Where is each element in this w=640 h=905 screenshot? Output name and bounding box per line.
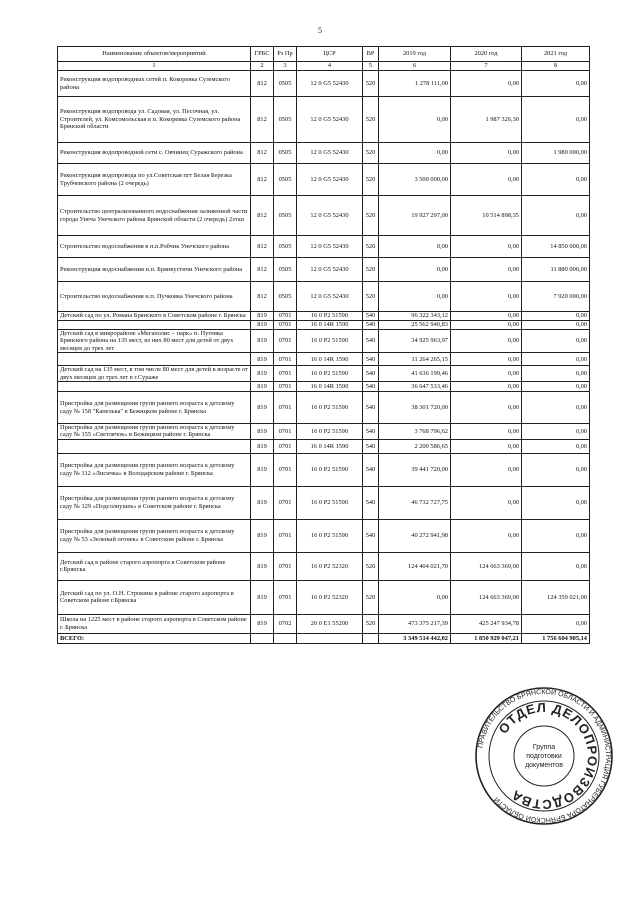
table-row — [58, 614, 590, 633]
row-rzpr-cell: 0701 — [274, 366, 297, 382]
row-grbs-cell: 819 — [251, 382, 274, 392]
row-2021-cell: 0,00 — [522, 164, 590, 196]
header-2020: 2020 год — [451, 47, 522, 62]
row-2020-cell: 0,00 — [451, 143, 522, 164]
row-2021-cell: 0,00 — [522, 97, 590, 143]
row-csr-cell: 16 0 14R 1590 — [297, 321, 363, 330]
row-csr-cell: 12 0 G5 52430 — [297, 282, 363, 312]
row-rzpr-cell: 0505 — [274, 196, 297, 236]
table-row — [58, 258, 590, 282]
table-row — [58, 486, 590, 519]
table-row — [58, 236, 590, 258]
row-rzpr-cell: 0701 — [274, 519, 297, 552]
row-grbs-cell: 819 — [251, 392, 274, 424]
row-2021-cell: 0,00 — [522, 453, 590, 486]
row-name-cell: Реконструкция водопровода ул. Садовая, ул. Песочная, ул. Строителей, ул. Комсомольская в п. Кокоревка Суземского района Брянской области — [58, 97, 251, 143]
row-2020-cell: 124 663 369,00 — [451, 552, 522, 580]
row-vr-cell: 520 — [363, 97, 379, 143]
table-row — [58, 353, 590, 366]
total-2021: 1 756 604 905,14 — [522, 633, 590, 643]
row-vr-cell: 540 — [363, 330, 379, 353]
row-grbs-cell: 819 — [251, 439, 274, 453]
row-2019-cell: 3 768 796,62 — [379, 424, 451, 440]
row-2020-cell: 0,00 — [451, 486, 522, 519]
row-2019-cell: 40 272 941,98 — [379, 519, 451, 552]
total-empty-cell — [363, 633, 379, 643]
row-grbs-cell: 812 — [251, 282, 274, 312]
column-number: 7 — [451, 62, 522, 71]
table-row — [58, 312, 590, 321]
row-csr-cell: 12 0 G5 52430 — [297, 97, 363, 143]
row-2019-cell: 0,00 — [379, 143, 451, 164]
row-grbs-cell: 819 — [251, 366, 274, 382]
row-vr-cell: 540 — [363, 366, 379, 382]
row-rzpr-cell: 0701 — [274, 392, 297, 424]
total-2020: 1 850 929 047,21 — [451, 633, 522, 643]
row-name-cell — [58, 382, 251, 392]
row-rzpr-cell: 0701 — [274, 552, 297, 580]
row-2019-cell: 19 927 297,00 — [379, 196, 451, 236]
row-2019-cell: 124 404 021,70 — [379, 552, 451, 580]
stamp-center-line: документов — [525, 762, 563, 769]
row-rzpr-cell: 0505 — [274, 282, 297, 312]
table-row — [58, 580, 590, 614]
row-name-cell: Реконструкция водопроводной сети с. Овчинец Суражского района — [58, 143, 251, 164]
row-2020-cell: 0,00 — [451, 453, 522, 486]
row-2021-cell: 124 359 021,00 — [522, 580, 590, 614]
row-rzpr-cell: 0505 — [274, 71, 297, 97]
row-grbs-cell: 819 — [251, 321, 274, 330]
total-empty-cell — [297, 633, 363, 643]
total-empty-cell — [251, 633, 274, 643]
row-2021-cell: 0,00 — [522, 353, 590, 366]
row-vr-cell: 520 — [363, 143, 379, 164]
header-vr: ВР — [363, 47, 379, 62]
row-2020-cell: 10 514 898,35 — [451, 196, 522, 236]
row-vr-cell: 540 — [363, 312, 379, 321]
row-2021-cell: 0,00 — [522, 321, 590, 330]
row-2020-cell: 124 663 369,00 — [451, 580, 522, 614]
row-grbs-cell: 812 — [251, 97, 274, 143]
row-2019-cell: 0,00 — [379, 236, 451, 258]
stamp-center-line: подготовки — [526, 753, 562, 760]
row-2021-cell: 0,00 — [522, 614, 590, 633]
column-number: 6 — [379, 62, 451, 71]
row-name-cell: Строительство водоснабжения в н.п.Робчик Унечского района — [58, 236, 251, 258]
row-vr-cell: 540 — [363, 382, 379, 392]
row-2020-cell: 0,00 — [451, 424, 522, 440]
row-2021-cell: 0,00 — [522, 552, 590, 580]
row-vr-cell: 520 — [363, 236, 379, 258]
row-name-cell: Пристройка для размещения групп раннего возраста к детскому саду № 129 «Подсолнушек» в Советском районе г. Брянска — [58, 486, 251, 519]
row-rzpr-cell: 0701 — [274, 353, 297, 366]
row-2020-cell: 0,00 — [451, 164, 522, 196]
total-label: ВСЕГО: — [58, 633, 251, 643]
row-2019-cell: 0,00 — [379, 580, 451, 614]
stamp-arc-text: ОТДЕЛ ДЕЛОПРОИЗВОДСТВА — [495, 699, 601, 813]
row-2020-cell: 0,00 — [451, 353, 522, 366]
table-row — [58, 143, 590, 164]
row-csr-cell: 16 0 P2 51590 — [297, 424, 363, 440]
row-name-cell: Школа на 1225 мест в районе старого аэропорта в Советском районе г. Брянска — [58, 614, 251, 633]
row-vr-cell: 520 — [363, 164, 379, 196]
header-csr: ЦСР — [297, 47, 363, 62]
row-name-cell — [58, 439, 251, 453]
row-grbs-cell: 819 — [251, 519, 274, 552]
row-name-cell: Пристройка для размещения групп раннего возраста к детскому саду № 53 «Зеленый огонек» в Советском районе г. Брянска — [58, 519, 251, 552]
row-vr-cell: 540 — [363, 439, 379, 453]
row-2020-cell: 0,00 — [451, 321, 522, 330]
header-rzpr: Рз Пр — [274, 47, 297, 62]
row-2021-cell: 7 920 000,00 — [522, 282, 590, 312]
row-2021-cell: 0,00 — [522, 392, 590, 424]
row-csr-cell: 16 0 P2 51590 — [297, 366, 363, 382]
row-rzpr-cell: 0701 — [274, 453, 297, 486]
row-vr-cell: 540 — [363, 453, 379, 486]
column-number: 8 — [522, 62, 590, 71]
row-2020-cell: 0,00 — [451, 330, 522, 353]
row-2021-cell: 0,00 — [522, 312, 590, 321]
row-grbs-cell: 812 — [251, 196, 274, 236]
row-rzpr-cell: 0505 — [274, 97, 297, 143]
table-row — [58, 330, 590, 353]
row-grbs-cell: 812 — [251, 71, 274, 97]
row-name-cell: Пристройка для размещения групп раннего возраста к детскому саду № 158 "Капелька" в Бежицком районе г. Брянска — [58, 392, 251, 424]
row-2020-cell: 0,00 — [451, 439, 522, 453]
row-grbs-cell: 812 — [251, 143, 274, 164]
row-rzpr-cell: 0701 — [274, 486, 297, 519]
row-2019-cell: 46 732 727,75 — [379, 486, 451, 519]
total-2019: 3 349 514 442,02 — [379, 633, 451, 643]
row-rzpr-cell: 0505 — [274, 164, 297, 196]
row-2019-cell: 2 200 586,65 — [379, 439, 451, 453]
table-row — [58, 519, 590, 552]
table-row — [58, 439, 590, 453]
row-vr-cell: 520 — [363, 196, 379, 236]
row-2020-cell: 1 987 326,30 — [451, 97, 522, 143]
row-rzpr-cell: 0701 — [274, 321, 297, 330]
header-2021: 2021 год — [522, 47, 590, 62]
row-2019-cell: 11 264 265,15 — [379, 353, 451, 366]
row-csr-cell: 12 0 G5 52430 — [297, 258, 363, 282]
row-2019-cell: 0,00 — [379, 258, 451, 282]
row-name-cell: Пристройка для размещения групп раннего возраста к детскому саду № 112 «Лисичка» в Володарском районе г. Брянска — [58, 453, 251, 486]
total-empty-cell — [274, 633, 297, 643]
row-csr-cell: 16 0 P2 51590 — [297, 330, 363, 353]
row-vr-cell: 540 — [363, 486, 379, 519]
row-grbs-cell: 819 — [251, 424, 274, 440]
row-2021-cell: 0,00 — [522, 196, 590, 236]
row-rzpr-cell: 0702 — [274, 614, 297, 633]
row-grbs-cell: 812 — [251, 258, 274, 282]
row-2019-cell: 25 562 940,83 — [379, 321, 451, 330]
row-2021-cell: 0,00 — [522, 366, 590, 382]
row-2019-cell: 1 278 111,00 — [379, 71, 451, 97]
table-row — [58, 366, 590, 382]
row-rzpr-cell: 0505 — [274, 236, 297, 258]
row-name-cell: Детский сад в микрорайоне «Мегаполис – парк» п. Путевка Брянского района на 135 мест, из них 80 мест для детей от двух месяцев до трех лет — [58, 330, 251, 353]
row-name-cell: Детский сад в районе старого аэропорта в Советском районе г.Брянска — [58, 552, 251, 580]
row-grbs-cell: 819 — [251, 330, 274, 353]
row-vr-cell: 520 — [363, 580, 379, 614]
row-grbs-cell: 819 — [251, 312, 274, 321]
row-vr-cell: 520 — [363, 71, 379, 97]
row-name-cell: Строительство водоснабжения н.п. Пучковка Унечского района — [58, 282, 251, 312]
row-vr-cell: 520 — [363, 552, 379, 580]
table-row — [58, 97, 590, 143]
row-2019-cell: 36 647 533,46 — [379, 382, 451, 392]
row-2020-cell: 0,00 — [451, 236, 522, 258]
row-2020-cell: 0,00 — [451, 392, 522, 424]
row-grbs-cell: 812 — [251, 164, 274, 196]
row-vr-cell: 540 — [363, 321, 379, 330]
department-stamp — [474, 686, 614, 826]
row-2021-cell: 11 880 000,00 — [522, 258, 590, 282]
table-row — [58, 164, 590, 196]
row-2020-cell: 0,00 — [451, 71, 522, 97]
row-vr-cell: 520 — [363, 258, 379, 282]
column-number: 4 — [297, 62, 363, 71]
header-grbs: ГРБС — [251, 47, 274, 62]
column-number-row — [58, 62, 590, 71]
row-name-cell: Строительство централизованного водоснабжения заливенной части города Унеча Унечского района Брянской области (2 очередь) 2этап — [58, 196, 251, 236]
row-csr-cell: 12 0 G5 52430 — [297, 236, 363, 258]
row-name-cell: Детский сад на 135 мест, в том числе 80 мест для детей в возрасте от двух месяцев до трех лет в г.Сураже — [58, 366, 251, 382]
row-2021-cell: 0,00 — [522, 330, 590, 353]
row-grbs-cell: 812 — [251, 236, 274, 258]
table-row — [58, 453, 590, 486]
row-rzpr-cell: 0701 — [274, 382, 297, 392]
header-2019: 2019 год — [379, 47, 451, 62]
row-vr-cell: 540 — [363, 519, 379, 552]
row-2019-cell: 41 636 199,46 — [379, 366, 451, 382]
row-rzpr-cell: 0701 — [274, 439, 297, 453]
row-rzpr-cell: 0505 — [274, 143, 297, 164]
row-vr-cell: 520 — [363, 614, 379, 633]
row-2019-cell: 34 925 963,97 — [379, 330, 451, 353]
row-vr-cell: 520 — [363, 282, 379, 312]
table-row — [58, 424, 590, 440]
row-csr-cell: 16 0 P2 52320 — [297, 580, 363, 614]
column-number: 5 — [363, 62, 379, 71]
row-csr-cell: 16 0 P2 51590 — [297, 453, 363, 486]
row-csr-cell: 16 0 P2 51590 — [297, 519, 363, 552]
row-csr-cell: 12 0 G5 52430 — [297, 143, 363, 164]
row-2021-cell: 0,00 — [522, 71, 590, 97]
row-2020-cell: 0,00 — [451, 519, 522, 552]
row-rzpr-cell: 0505 — [274, 258, 297, 282]
row-2021-cell: 0,00 — [522, 424, 590, 440]
row-2019-cell: 38 301 720,00 — [379, 392, 451, 424]
row-2020-cell: 0,00 — [451, 366, 522, 382]
total-row — [58, 633, 590, 643]
row-2019-cell: 39 441 720,00 — [379, 453, 451, 486]
table-row — [58, 196, 590, 236]
row-csr-cell: 12 0 G5 52430 — [297, 196, 363, 236]
column-number: 3 — [274, 62, 297, 71]
header-row — [58, 47, 590, 62]
row-grbs-cell: 819 — [251, 552, 274, 580]
row-grbs-cell: 819 — [251, 453, 274, 486]
row-2021-cell: 0,00 — [522, 486, 590, 519]
row-rzpr-cell: 0701 — [274, 580, 297, 614]
row-2021-cell: 1 980 000,00 — [522, 143, 590, 164]
table-row — [58, 552, 590, 580]
row-2020-cell: 0,00 — [451, 282, 522, 312]
row-rzpr-cell: 0701 — [274, 424, 297, 440]
row-vr-cell: 540 — [363, 424, 379, 440]
row-csr-cell: 16 0 P2 51590 — [297, 312, 363, 321]
row-2021-cell: 0,00 — [522, 439, 590, 453]
row-name-cell: Детский сад по ул. Романа Брянского в Советском районе г. Брянска — [58, 312, 251, 321]
row-csr-cell: 16 0 14R 1590 — [297, 353, 363, 366]
row-grbs-cell: 819 — [251, 486, 274, 519]
row-2019-cell: 473 375 217,39 — [379, 614, 451, 633]
row-vr-cell: 540 — [363, 392, 379, 424]
stamp-outer-text: ПРАВИТЕЛЬСТВО БРЯНСКОЙ ОБЛАСТИ И АДМИНИСТРАЦИЯ ГУБЕРНАТОРА БРЯНСКОЙ ОБЛАСТИ — [477, 688, 612, 824]
row-rzpr-cell: 0701 — [274, 330, 297, 353]
row-csr-cell: 16 0 P2 51590 — [297, 486, 363, 519]
row-grbs-cell: 819 — [251, 614, 274, 633]
row-csr-cell: 16 0 P2 51590 — [297, 392, 363, 424]
row-name-cell — [58, 321, 251, 330]
column-number: 2 — [251, 62, 274, 71]
row-vr-cell: 540 — [363, 353, 379, 366]
row-2021-cell: 0,00 — [522, 382, 590, 392]
row-2020-cell: 0,00 — [451, 382, 522, 392]
row-name-cell: Реконструкция водоснабжения н.п. Брянкустичи Унечского района — [58, 258, 251, 282]
stamp-center-line: Группа — [532, 744, 556, 751]
row-2020-cell: 0,00 — [451, 258, 522, 282]
row-2019-cell: 0,00 — [379, 97, 451, 143]
table-row — [58, 392, 590, 424]
column-number: 1 — [58, 62, 251, 71]
row-name-cell: Реконструкция водопровода по ул.Советская пгт Белая Березка Трубчевского района (2 очередь) — [58, 164, 251, 196]
table-body — [58, 71, 590, 634]
row-name-cell: Пристройка для размещения групп раннего возраста к детскому саду № 155 «Светлячок» в Бежицком районе г. Брянска — [58, 424, 251, 440]
row-grbs-cell: 819 — [251, 580, 274, 614]
row-name-cell: Реконструкция водопроводных сетей п. Кокоревка Суземского района — [58, 71, 251, 97]
row-name-cell — [58, 353, 251, 366]
row-2020-cell: 425 247 934,78 — [451, 614, 522, 633]
row-2021-cell: 0,00 — [522, 519, 590, 552]
row-csr-cell: 12 0 G5 52430 — [297, 164, 363, 196]
row-csr-cell: 20 0 E1 55200 — [297, 614, 363, 633]
row-name-cell: Детский сад по ул. О.Н. Строкина в районе старого аэропорта в Советском районе г.Брянска — [58, 580, 251, 614]
row-csr-cell: 16 0 P2 52320 — [297, 552, 363, 580]
page-number: 5 — [318, 26, 322, 35]
row-csr-cell: 16 0 14R 1590 — [297, 382, 363, 392]
budget-table — [57, 46, 590, 644]
row-grbs-cell: 819 — [251, 353, 274, 366]
header-name: Наименование объектов/мероприятий — [58, 47, 251, 62]
table-row — [58, 321, 590, 330]
row-csr-cell: 12 0 G5 52430 — [297, 71, 363, 97]
row-2021-cell: 14 850 000,00 — [522, 236, 590, 258]
table-row — [58, 382, 590, 392]
row-rzpr-cell: 0701 — [274, 312, 297, 321]
table-row — [58, 71, 590, 97]
row-2019-cell: 3 500 000,00 — [379, 164, 451, 196]
row-2019-cell: 0,00 — [379, 282, 451, 312]
row-csr-cell: 16 0 14R 1590 — [297, 439, 363, 453]
row-2020-cell: 0,00 — [451, 312, 522, 321]
row-2019-cell: 96 322 343,12 — [379, 312, 451, 321]
table-row — [58, 282, 590, 312]
